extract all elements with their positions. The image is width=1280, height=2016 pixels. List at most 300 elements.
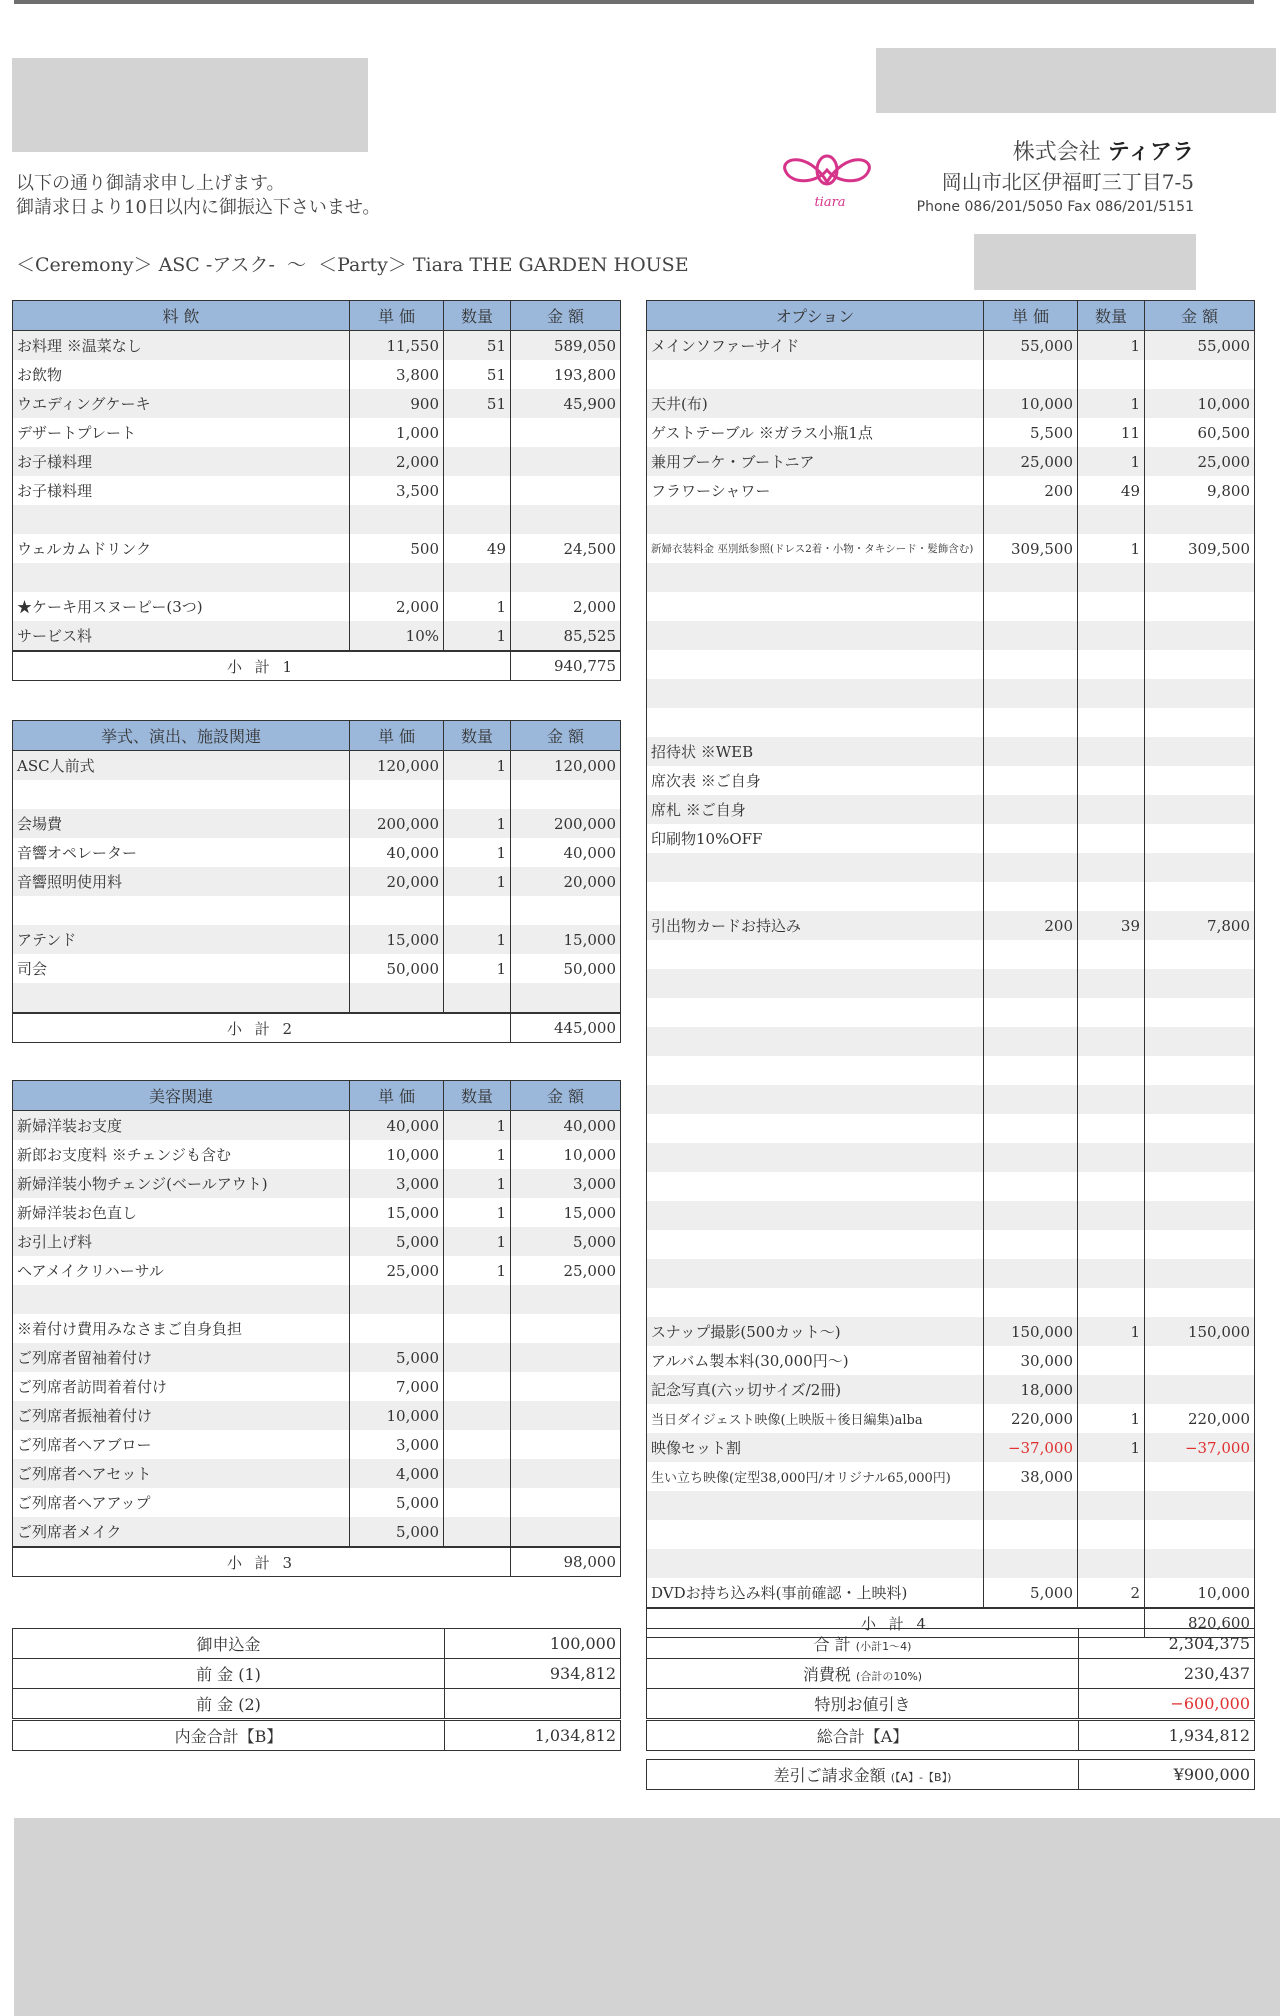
food-cell-item: ウェルカムドリンク [13,534,350,563]
beauty-cell-amount: 25,000 [511,1256,621,1285]
ceremony-row [13,838,621,867]
options-cell-unit-price [984,505,1078,534]
options-cell-item [647,1201,984,1230]
options-subtotal-value: 820,600 [1145,1608,1255,1638]
total-label-note: (合計の10%) [856,1670,923,1683]
food-cell-unit-price: 900 [350,389,444,418]
ceremony-cell-qty: 1 [444,867,511,896]
options-row [647,1404,1255,1433]
beauty-cell-qty [444,1343,511,1372]
food-cell-amount: 193,800 [511,360,621,389]
food-table [12,300,621,681]
options-cell-amount [1145,998,1255,1027]
total-label [647,1720,1079,1751]
options-row [647,1317,1255,1346]
options-cell-unit-price [984,737,1078,766]
options-cell-item [647,998,984,1027]
beauty-cell-qty [444,1372,511,1401]
beauty-cell-unit-price: 5,000 [350,1227,444,1256]
options-cell-unit-price [984,766,1078,795]
options-cell-item: フラワーシャワー [647,476,984,505]
ceremony-cell-unit-price: 200,000 [350,809,444,838]
options-cell-item [647,1114,984,1143]
payment-value: 1,034,812 [445,1720,621,1751]
options-table [646,300,1255,1638]
ceremony-cell-unit-price [350,896,444,925]
total-value: 2,304,375 [1079,1629,1255,1659]
options-cell-amount [1145,563,1255,592]
options-cell-item [647,679,984,708]
options-cell-unit-price [984,882,1078,911]
total-label-text: 特別お値引き [814,1695,911,1714]
options-row [647,911,1255,940]
options-cell-unit-price: 5,000 [984,1578,1078,1608]
beauty-row [13,1343,621,1372]
options-cell-unit-price [984,1172,1078,1201]
venue-line: ＜Ceremony＞ ASC -アスク- 〜 ＜Party＞ Tiara THE GARDEN HOUSE [16,254,689,276]
beauty-cell-item: ご列席者ヘアセット [13,1459,350,1488]
options-cell-qty: 1 [1078,389,1145,418]
options-cell-qty [1078,592,1145,621]
beauty-cell-unit-price [350,1314,444,1343]
beauty-row [13,1430,621,1459]
logo-text: tiara [814,195,846,210]
options-cell-unit-price: 150,000 [984,1317,1078,1346]
options-header-unit-price: 単 価 [984,301,1078,331]
options-cell-qty [1078,1027,1145,1056]
company-phone: Phone 086/201/5050 Fax 086/201/5151 [916,199,1194,215]
options-cell-item [647,882,984,911]
food-cell-qty [444,447,511,476]
options-cell-amount: 10,000 [1145,389,1255,418]
ceremony-cell-item: 司会 [13,954,350,983]
options-cell-item: DVDお持ち込み料(事前確認・上映料) [647,1578,984,1608]
options-cell-amount [1145,1346,1255,1375]
options-cell-unit-price [984,1056,1078,1085]
beauty-cell-amount: 3,000 [511,1169,621,1198]
ceremony-cell-amount [511,983,621,1013]
beauty-cell-qty [444,1285,511,1314]
options-cell-qty [1078,1549,1145,1578]
options-cell-amount [1145,737,1255,766]
options-cell-amount [1145,360,1255,389]
food-cell-amount: 85,525 [511,621,621,651]
food-header-row [13,301,621,331]
options-cell-amount: 25,000 [1145,447,1255,476]
ceremony-cell-qty: 1 [444,925,511,954]
options-cell-unit-price [984,1520,1078,1549]
options-cell-unit-price [984,795,1078,824]
options-row [647,679,1255,708]
options-cell-qty [1078,882,1145,911]
ceremony-cell-qty [444,780,511,809]
options-cell-item: スナップ撮影(500カット〜) [647,1317,984,1346]
beauty-row [13,1314,621,1343]
options-cell-unit-price [984,1114,1078,1143]
totals-gap-row [647,1751,1255,1760]
options-cell-item [647,505,984,534]
food-header-amount: 金 額 [511,301,621,331]
balance-label [647,1760,1079,1790]
options-cell-qty [1078,969,1145,998]
food-cell-unit-price: 11,550 [350,331,444,361]
options-cell-item: メインソファーサイド [647,331,984,361]
options-cell-unit-price [984,1085,1078,1114]
options-cell-item: 招待状 ※WEB [647,737,984,766]
payment-label: 御申込金 [13,1629,445,1659]
food-cell-qty [444,505,511,534]
options-cell-qty: 1 [1078,1317,1145,1346]
intro-text [16,172,380,220]
options-row [647,1201,1255,1230]
ceremony-row [13,867,621,896]
food-cell-unit-price: 2,000 [350,447,444,476]
beauty-cell-unit-price: 25,000 [350,1256,444,1285]
total-label-text: 総合計【A】 [816,1727,909,1746]
options-cell-item: 席札 ※ご自身 [647,795,984,824]
ceremony-cell-amount: 120,000 [511,751,621,781]
food-cell-amount [511,476,621,505]
food-row [13,418,621,447]
ceremony-row [13,983,621,1013]
payment-value [445,1689,621,1720]
options-header-row [647,301,1255,331]
options-cell-amount: 150,000 [1145,1317,1255,1346]
options-cell-item: 生い立ち映像(定型38,000円/オリジナル65,000円) [647,1462,984,1491]
beauty-cell-item: 新婦洋装お色直し [13,1198,350,1227]
options-cell-amount [1145,1114,1255,1143]
options-cell-item [647,1172,984,1201]
options-cell-qty [1078,1230,1145,1259]
food-row [13,389,621,418]
options-cell-qty [1078,563,1145,592]
beauty-cell-item: 新婦洋装お支度 [13,1111,350,1141]
ceremony-cell-item: 音響オペレーター [13,838,350,867]
redacted-block-date [974,234,1196,290]
options-cell-item [647,1085,984,1114]
ceremony-row [13,780,621,809]
options-row [647,1433,1255,1462]
options-cell-item [647,563,984,592]
options-row [647,1375,1255,1404]
options-row [647,389,1255,418]
options-cell-unit-price [984,1549,1078,1578]
options-cell-qty: 1 [1078,1404,1145,1433]
company-address: 岡山市北区伊福町三丁目7-5 [941,170,1194,194]
options-row [647,1230,1255,1259]
options-row [647,1346,1255,1375]
ceremony-cell-item [13,780,350,809]
food-cell-amount: 24,500 [511,534,621,563]
ceremony-subtotal-label: 小 計 2 [13,1013,511,1043]
beauty-row [13,1198,621,1227]
beauty-cell-amount [511,1372,621,1401]
payment-row [13,1689,621,1720]
options-cell-item [647,853,984,882]
options-cell-qty [1078,1172,1145,1201]
beauty-cell-item: ご列席者留袖着付け [13,1343,350,1372]
food-cell-item [13,563,350,592]
options-row [647,476,1255,505]
options-cell-unit-price [984,1491,1078,1520]
options-cell-amount: 10,000 [1145,1578,1255,1608]
ceremony-header-unit-price: 単 価 [350,721,444,751]
beauty-row [13,1227,621,1256]
food-cell-unit-price: 3,500 [350,476,444,505]
food-cell-item: お子様料理 [13,476,350,505]
options-cell-unit-price [984,621,1078,650]
beauty-cell-qty [444,1488,511,1517]
options-cell-qty [1078,1114,1145,1143]
options-row [647,1056,1255,1085]
food-subtotal-value: 940,775 [511,651,621,681]
total-row [647,1659,1255,1689]
options-cell-item: 記念写真(六ッ切サイズ/2冊) [647,1375,984,1404]
options-cell-qty [1078,650,1145,679]
payment-value: 934,812 [445,1659,621,1689]
food-cell-amount: 589,050 [511,331,621,361]
totals-gap [647,1751,1255,1760]
options-cell-amount: 7,800 [1145,911,1255,940]
options-cell-unit-price: 30,000 [984,1346,1078,1375]
food-cell-qty [444,476,511,505]
options-cell-unit-price [984,1201,1078,1230]
total-label [647,1629,1079,1659]
options-cell-qty [1078,1375,1145,1404]
options-cell-unit-price [984,592,1078,621]
beauty-cell-qty: 1 [444,1256,511,1285]
food-cell-item: ★ケーキ用スヌーピー(3つ) [13,592,350,621]
balance-value: ¥900,000 [1079,1760,1255,1790]
total-value: 1,934,812 [1079,1720,1255,1751]
options-cell-amount [1145,1056,1255,1085]
food-cell-item: お料理 ※温菜なし [13,331,350,361]
options-row [647,1259,1255,1288]
food-cell-unit-price: 500 [350,534,444,563]
options-cell-qty [1078,1520,1145,1549]
beauty-cell-item: ご列席者メイク [13,1517,350,1547]
ceremony-cell-qty: 1 [444,838,511,867]
food-cell-qty [444,418,511,447]
beauty-row [13,1459,621,1488]
food-cell-unit-price [350,563,444,592]
ceremony-cell-unit-price: 15,000 [350,925,444,954]
ceremony-cell-unit-price: 40,000 [350,838,444,867]
food-cell-qty: 1 [444,592,511,621]
options-row [647,418,1255,447]
options-cell-item [647,1491,984,1520]
ceremony-cell-item: ASC人前式 [13,751,350,781]
payment-label: 内金合計【B】 [13,1720,445,1751]
options-cell-qty [1078,998,1145,1027]
beauty-cell-amount [511,1430,621,1459]
food-cell-qty: 51 [444,360,511,389]
ceremony-cell-qty: 1 [444,751,511,781]
food-cell-qty [444,563,511,592]
beauty-cell-unit-price: 10,000 [350,1401,444,1430]
options-cell-amount [1145,1230,1255,1259]
beauty-cell-qty: 1 [444,1140,511,1169]
beauty-cell-qty [444,1459,511,1488]
options-cell-qty: 1 [1078,447,1145,476]
total-row [647,1629,1255,1659]
options-cell-qty [1078,1462,1145,1491]
food-header-item: 料 飲 [13,301,350,331]
options-cell-unit-price: 220,000 [984,1404,1078,1433]
options-row [647,1085,1255,1114]
options-row [647,621,1255,650]
options-cell-amount [1145,592,1255,621]
options-cell-qty [1078,679,1145,708]
options-cell-item [647,1520,984,1549]
ceremony-row [13,925,621,954]
options-cell-qty: 2 [1078,1578,1145,1608]
payment-row [13,1659,621,1689]
options-row [647,331,1255,361]
beauty-cell-amount [511,1488,621,1517]
options-cell-qty [1078,1143,1145,1172]
options-cell-item: 兼用ブーケ・ブートニア [647,447,984,476]
ceremony-subtotal-value: 445,000 [511,1013,621,1043]
beauty-cell-qty [444,1401,511,1430]
total-label [647,1689,1079,1720]
ceremony-cell-amount [511,780,621,809]
beauty-row [13,1140,621,1169]
ceremony-cell-item: アテンド [13,925,350,954]
total-value: −600,000 [1079,1689,1255,1720]
options-cell-item [647,708,984,737]
ceremony-cell-item [13,896,350,925]
beauty-header-amount: 金 額 [511,1081,621,1111]
options-cell-qty [1078,621,1145,650]
beauty-cell-unit-price: 5,000 [350,1488,444,1517]
redacted-block-top-right [876,48,1276,113]
options-cell-amount [1145,1549,1255,1578]
options-cell-qty: 1 [1078,331,1145,361]
options-cell-qty [1078,1346,1145,1375]
options-cell-item [647,1288,984,1317]
beauty-row [13,1111,621,1141]
options-cell-unit-price [984,1143,1078,1172]
ceremony-cell-qty [444,983,511,1013]
ceremony-cell-amount: 20,000 [511,867,621,896]
beauty-cell-qty: 1 [444,1111,511,1141]
beauty-cell-unit-price: 5,000 [350,1343,444,1372]
beauty-cell-amount [511,1285,621,1314]
top-rule [14,0,1254,4]
balance-label-note: (【A】-【B】) [890,1771,952,1784]
options-cell-item [647,969,984,998]
options-cell-item: 印刷物10%OFF [647,824,984,853]
beauty-cell-amount [511,1343,621,1372]
options-header-amount: 金 額 [1145,301,1255,331]
beauty-header-item: 美容関連 [13,1081,350,1111]
ceremony-cell-qty: 1 [444,954,511,983]
options-cell-amount: 9,800 [1145,476,1255,505]
beauty-row [13,1169,621,1198]
payments-table [12,1628,621,1751]
options-cell-qty: 1 [1078,534,1145,563]
beauty-table [12,1080,621,1577]
options-cell-item [647,1549,984,1578]
options-cell-item [647,1143,984,1172]
balance-row [647,1760,1255,1790]
food-cell-unit-price [350,505,444,534]
payment-row [13,1629,621,1659]
options-cell-qty [1078,1085,1145,1114]
food-cell-unit-price: 3,800 [350,360,444,389]
ceremony-cell-qty [444,896,511,925]
options-cell-amount [1145,766,1255,795]
beauty-cell-item: ※着付け費用みなさまご自身負担 [13,1314,350,1343]
options-cell-qty [1078,708,1145,737]
ceremony-cell-amount [511,896,621,925]
beauty-cell-item: ヘアメイクリハーサル [13,1256,350,1285]
beauty-row [13,1256,621,1285]
ceremony-header-item: 挙式、演出、施設関連 [13,721,350,751]
food-row [13,621,621,651]
ceremony-cell-amount: 50,000 [511,954,621,983]
ceremony-cell-unit-price: 50,000 [350,954,444,983]
beauty-header-unit-price: 単 価 [350,1081,444,1111]
options-cell-amount [1145,1143,1255,1172]
options-cell-item [647,940,984,969]
food-cell-amount [511,505,621,534]
beauty-cell-unit-price: 5,000 [350,1517,444,1547]
options-cell-unit-price: 38,000 [984,1462,1078,1491]
options-cell-item: 映像セット割 [647,1433,984,1462]
food-cell-amount: 45,900 [511,389,621,418]
options-cell-amount [1145,1520,1255,1549]
beauty-cell-amount [511,1314,621,1343]
options-cell-amount [1145,882,1255,911]
options-cell-qty: 11 [1078,418,1145,447]
beauty-cell-amount: 40,000 [511,1111,621,1141]
food-cell-unit-price: 2,000 [350,592,444,621]
options-cell-unit-price [984,360,1078,389]
ceremony-cell-item [13,983,350,1013]
options-row [647,882,1255,911]
options-row [647,1143,1255,1172]
ceremony-row [13,954,621,983]
options-cell-amount [1145,1491,1255,1520]
options-row [647,1114,1255,1143]
options-cell-qty [1078,360,1145,389]
ceremony-row [13,751,621,781]
food-cell-item: お子様料理 [13,447,350,476]
beauty-subtotal-value: 98,000 [511,1547,621,1577]
beauty-cell-item: 新婦洋装小物チェンジ(ベールアウト) [13,1169,350,1198]
ceremony-subtotal-row [13,1013,621,1043]
food-cell-qty: 51 [444,331,511,361]
total-label [647,1659,1079,1689]
beauty-cell-item: 新郎お支度料 ※チェンジも含む [13,1140,350,1169]
options-cell-amount: 60,500 [1145,418,1255,447]
beauty-cell-qty: 1 [444,1198,511,1227]
beauty-cell-unit-price: 15,000 [350,1198,444,1227]
options-cell-amount [1145,795,1255,824]
options-cell-unit-price: 18,000 [984,1375,1078,1404]
options-cell-qty [1078,795,1145,824]
options-cell-amount [1145,1172,1255,1201]
options-cell-unit-price: 10,000 [984,389,1078,418]
options-row [647,737,1255,766]
redacted-block-footer [14,1818,1280,2016]
options-cell-unit-price [984,940,1078,969]
options-row [647,592,1255,621]
options-cell-unit-price: 200 [984,911,1078,940]
beauty-cell-item: ご列席者振袖着付け [13,1401,350,1430]
